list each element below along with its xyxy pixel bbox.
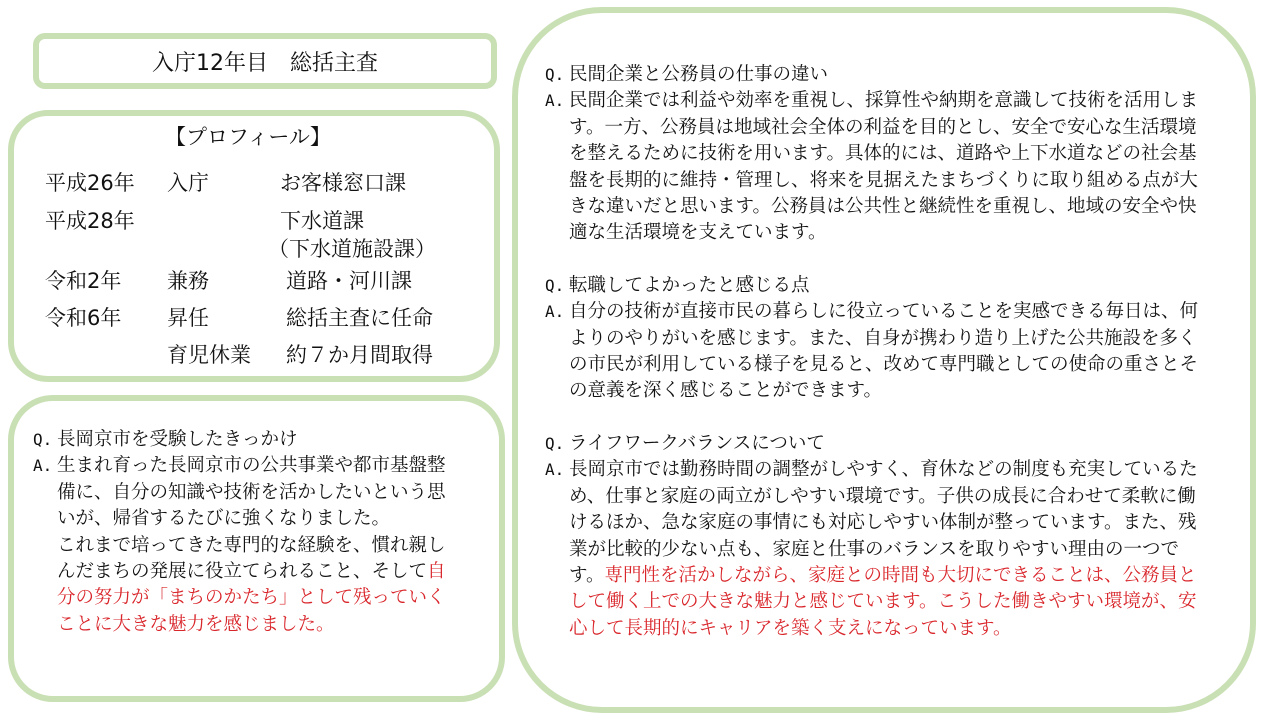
profile-year: 平成28年 <box>45 209 135 233</box>
qa-item <box>545 431 1213 642</box>
interview-qa-list <box>545 62 1213 642</box>
profile-type: 昇任 <box>167 306 209 330</box>
q-label: Q. <box>545 433 565 453</box>
profile-year: 令和2年 <box>45 269 122 293</box>
question: 転職してよかったと感じる点 <box>569 274 810 296</box>
a-label: A. <box>33 456 53 476</box>
answer: 長岡京市では勤務時間の調整がしやすく、育休などの制度も充実しているため、仕事と家庭の両立がしやすい環境です。子供の成長に合わせて柔軟に働けるほか、急な家庭の事情にも対応しやすい体制が整っています。また、残業が比較的少ない点も、家庭と仕事のバランスを取りやすい理由の一つです。 <box>569 459 1198 586</box>
profile-type: 入庁 <box>167 171 209 195</box>
a-label: A. <box>545 91 565 111</box>
answer-highlight: 専門性を活かしながら、家庭との時間も大切にできることは、公務員として働く上での大きな魅力と感じています。こうした働きやすい環境が、安心して長期的にキャリアを築く支えになっています。 <box>569 564 1197 639</box>
profile-type: 兼務 <box>167 269 209 293</box>
a-label: A. <box>545 460 565 480</box>
answer: これまで培ってきた専門的な経験を、慣れ親しんだまちの発展に役立てられること、そして <box>57 534 446 583</box>
qa-item <box>545 273 1213 405</box>
profile-dept: 道路・河川課 <box>286 269 412 293</box>
answer: 自分の技術が直接市民の暮らしに役立っていることを実感できる毎日は、何よりのやりがいを感じます。また、自身が携わり造り上げた公共施設を多くの市民が利用している様子を見ると、改めて専門職としての使命の重さとその意義を深く感じることができます。 <box>569 301 1199 402</box>
question: 民間企業と公務員の仕事の違い <box>569 64 829 85</box>
qa-item <box>545 62 1213 247</box>
profile-dept: 約７か月間取得 <box>286 343 433 367</box>
question: 長岡京市を受験したきっかけ <box>57 429 298 450</box>
profile-year: 平成26年 <box>45 171 135 195</box>
profile-type: 育児休業 <box>167 343 251 367</box>
profile-dept-sub: （下水道施設課） <box>268 237 436 261</box>
answer: 民間企業では利益や効率を重視し、採算性や納期を意識して技術を活用します。一方、公務員は地域社会全体の利益を目的とし、安全で安心な生活環境を整えるために技術を用います。具体的には、道路や上下水道などの社会基盤を長期的に維持・管理し、将来を見据えたまちづくりに取り組める点が大きな違いだと思います。公務員は公共性と継続性を重視し、地域の安全や快適な生活環境を支えています。 <box>569 90 1199 244</box>
a-label: A. <box>545 302 565 322</box>
profile-dept: お客様窓口課 <box>280 171 406 195</box>
page-title: 入庁12年目 総括主査 <box>152 50 378 76</box>
title-box <box>33 33 497 89</box>
q-label: Q. <box>33 430 53 449</box>
q-label: Q. <box>545 65 565 84</box>
answer-highlight: 自分の努力が「まちのかたち」として残っていくことに大きな魅力を感じました。 <box>57 561 446 635</box>
answer: 生まれ育った長岡京市の公共事業や都市基盤整備に、自分の知識や技術を活かしたいという思いが、帰省するたびに強くなりました。 <box>57 455 446 530</box>
profile-dept: 総括主査に任命 <box>286 306 433 330</box>
question: ライフワークバランスについて <box>569 432 825 454</box>
motivation-qa <box>33 427 463 638</box>
profile-dept: 下水道課 <box>280 209 364 233</box>
profile-year: 令和6年 <box>45 306 122 330</box>
q-label: Q. <box>545 275 565 295</box>
profile-heading: 【プロフィール】 <box>165 125 331 149</box>
